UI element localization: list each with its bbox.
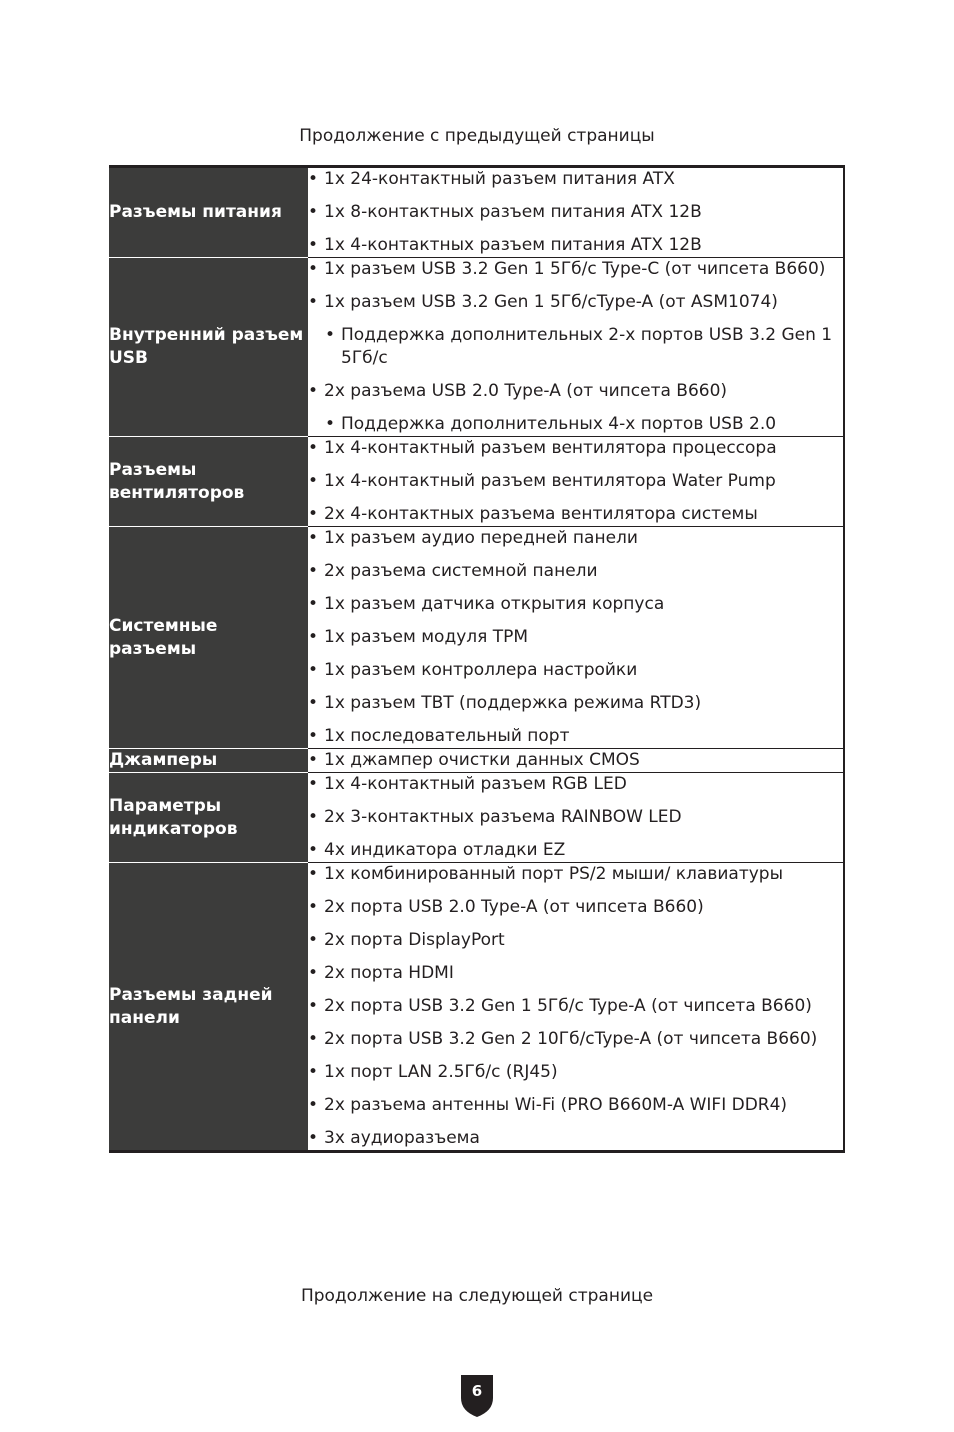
spec-row [109,167,844,258]
spec-item: • 1x джампер очистки данных CMOS [308,749,843,772]
spec-item: • 1x 8-контактных разъем питания ATX 12В [308,201,843,224]
spec-sub-item: • Поддержка дополнительных 4-х портов USB 2.0 [325,413,843,436]
spec-row-values [308,863,844,1152]
spec-item: • 1x комбинированный порт PS/2 мыши/ клавиатуры [308,863,843,886]
spec-row-values [308,167,844,258]
spec-row [109,527,844,749]
spec-sub-item: • Поддержка дополнительных 2-х портов USB 3.2 Gen 1 5Гб/с [325,324,843,370]
spec-item: • 1x 24-контактный разъем питания ATX [308,168,843,191]
spec-item: • 2x порта HDMI [308,962,843,985]
spec-item: • 2x разъема системной панели [308,560,843,583]
spec-row-label: Внутренний разъем USB [109,258,308,437]
spec-item-list [308,527,843,748]
spec-item: • 2x 4-контактных разъема вентилятора системы [308,503,843,526]
spec-item: • 2x 3-контактных разъема RAINBOW LED [308,806,843,829]
spec-row [109,258,844,437]
spec-item: • 3x аудиоразъема [308,1127,843,1150]
spec-item: • 1x 4-контактный разъем вентилятора Water Pump [308,470,843,493]
spec-row [109,773,844,863]
spec-row-values [308,527,844,749]
spec-item: • 1x разъем датчика открытия корпуса [308,593,843,616]
spec-row-label: Разъемы вентиляторов [109,437,308,527]
spec-row-label: Системные разъемы [109,527,308,749]
spec-item: • 1x 4-контактных разъем питания ATX 12В [308,234,843,257]
spec-row [109,437,844,527]
spec-item: • 1x разъем TBT (поддержка режима RTD3) [308,692,843,715]
spec-item-list [308,168,843,257]
spec-item: • 2x порта USB 3.2 Gen 1 5Гб/с Type-A (от чипсета B660) [308,995,843,1018]
spec-item: • 2x разъема антенны Wi-Fi (PRO B660M-A WIFI DDR4) [308,1094,843,1117]
spec-item-list [308,863,843,1150]
spec-item: • 1x 4-контактный разъем RGB LED [308,773,843,796]
specifications-table [109,165,845,1153]
spec-row-label: Разъемы питания [109,167,308,258]
spec-item: • 1x разъем аудио передней панели [308,527,843,550]
page-number: 6 [471,1382,483,1400]
spec-row-values [308,258,844,437]
spec-item: • 1x разъем USB 3.2 Gen 1 5Гб/сType-A (от ASM1074) [308,291,843,314]
spec-item-list [308,258,843,436]
specifications-table-body [109,167,844,1152]
spec-row-label: Джамперы [109,749,308,773]
spec-item: • 1x 4-контактный разъем вентилятора процессора [308,437,843,460]
spec-item: • 2x разъема USB 2.0 Type-A (от чипсета B660) [308,380,843,403]
spec-row-values [308,773,844,863]
page-number-badge [457,1371,497,1419]
continued-on-next-page: Продолжение на следующей странице [300,1286,654,1306]
spec-item: • 1x разъем модуля TPM [308,626,843,649]
continued-from-previous-page: Продолжение с предыдущей страницы [299,126,655,146]
spec-item: • 4x индикатора отладки EZ [308,839,843,862]
spec-row-label: Параметры индикаторов [109,773,308,863]
spec-item: • 2x порта USB 3.2 Gen 2 10Гб/сType-A (от чипсета B660) [308,1028,843,1051]
spec-item: • 2x порта USB 2.0 Type-A (от чипсета B660) [308,896,843,919]
spec-item-list [308,773,843,862]
spec-item: • 1x последовательный порт [308,725,843,748]
spec-row [109,863,844,1152]
spec-item-list [308,749,843,772]
spec-item: • 1x порт LAN 2.5Гб/с (RJ45) [308,1061,843,1084]
spec-row-values [308,437,844,527]
spec-item: • 1x разъем контроллера настройки [308,659,843,682]
spec-item: • 2x порта DisplayPort [308,929,843,952]
spec-row [109,749,844,773]
spec-row-label: Разъемы задней панели [109,863,308,1152]
spec-item: • 1x разъем USB 3.2 Gen 1 5Гб/с Type-C (от чипсета B660) [308,258,843,281]
spec-row-values [308,749,844,773]
spec-item-list [308,437,843,526]
